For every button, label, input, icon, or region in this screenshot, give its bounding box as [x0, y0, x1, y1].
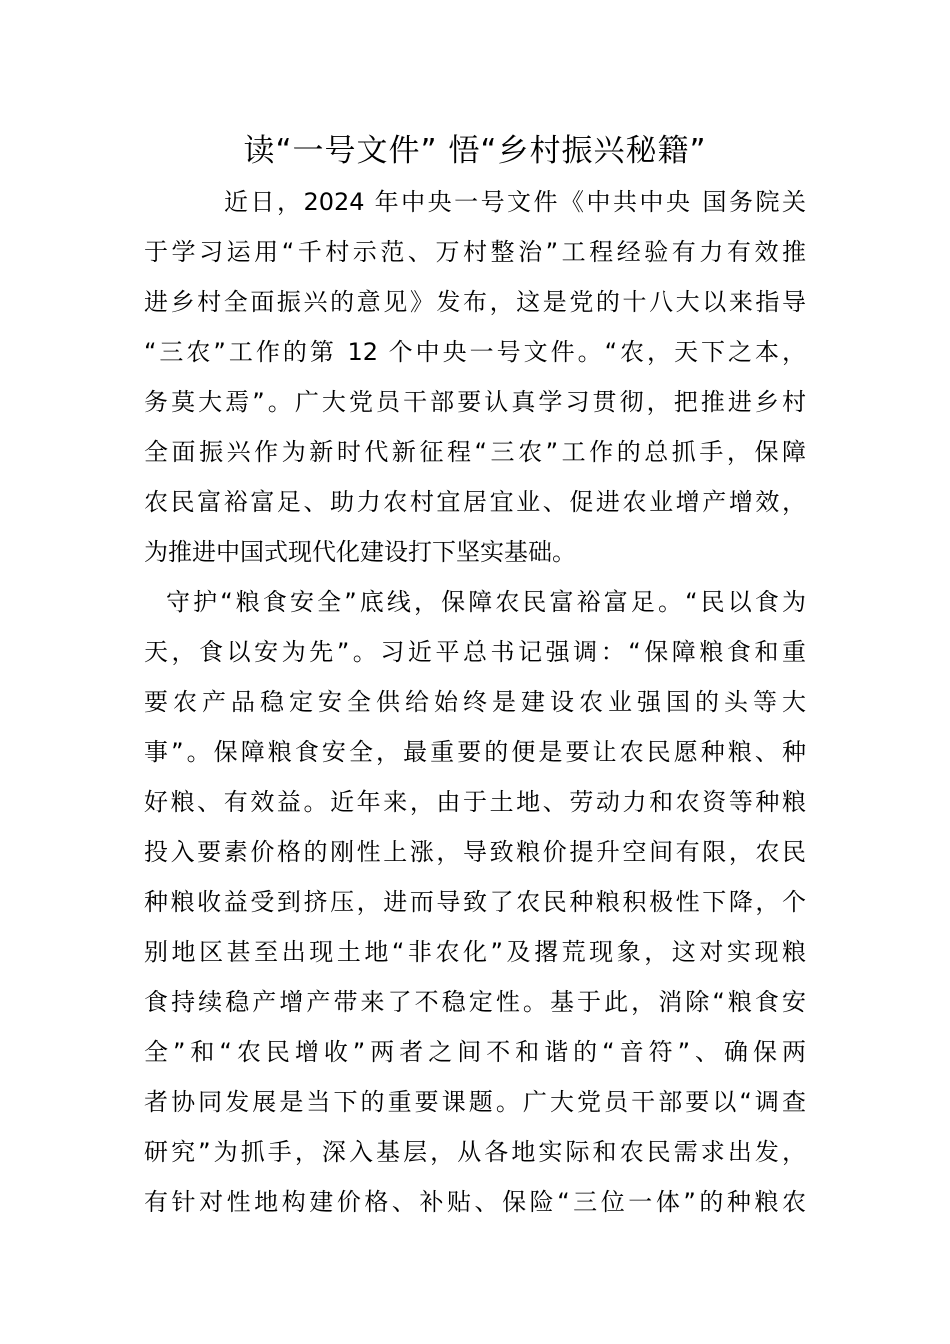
paragraph-2-line: 好粮、有效益。近年来，由于土地、劳动力和农资等种粮 [144, 788, 806, 816]
paragraph-2-line: 食持续稳产增产带来了不稳定性。基于此，消除“粮食安 [144, 988, 806, 1016]
paragraph-1-line: “三农”工作的第 12 个中央一号文件。“农，天下之本， [144, 338, 806, 366]
paragraph-2-line: 者协同发展是当下的重要课题。广大党员干部要以“调查 [144, 1088, 806, 1116]
paragraph-2-line: 种粮收益受到挤压，进而导致了农民种粮积极性下降，个 [144, 888, 806, 916]
paragraph-2-line: 别地区甚至出现土地“非农化”及撂荒现象，这对实现粮 [144, 938, 806, 966]
paragraph-1-line: 进乡村全面振兴的意见》发布，这是党的十八大以来指导 [144, 288, 806, 316]
paragraph-1-line: 务莫大焉”。广大党员干部要认真学习贯彻，把推进乡村 [144, 388, 806, 416]
paragraph-1-line: 近日，2024 年中央一号文件《中共中央 国务院关 [224, 188, 806, 216]
paragraph-2-line: 天，食以安为先”。习近平总书记强调：“保障粮食和重 [144, 638, 806, 666]
paragraph-2-line: 全”和“农民增收”两者之间不和谐的“音符”、确保两 [144, 1038, 806, 1066]
paragraph-1-line: 于学习运用“千村示范、万村整治”工程经验有力有效推 [144, 238, 806, 266]
document-body [144, 177, 806, 1227]
paragraph-1-line: 全面振兴作为新时代新征程“三农”工作的总抓手，保障 [144, 438, 806, 466]
paragraph-1-line: 农民富裕富足、助力农村宜居宜业、促进农业增产增效， [144, 488, 806, 516]
paragraph-2-line: 事”。保障粮食安全，最重要的便是要让农民愿种粮、种 [144, 738, 806, 766]
document-title: 读“一号文件” 悟“乡村振兴秘籍” [243, 133, 707, 169]
paragraph-2-line: 守护“粮食安全”底线，保障农民富裕富足。“民以食为 [166, 588, 806, 616]
paragraph-2-line: 有针对性地构建价格、补贴、保险“三位一体”的种粮农 [144, 1188, 806, 1216]
paragraph-2-line: 研究”为抓手，深入基层，从各地实际和农民需求出发， [144, 1138, 806, 1166]
paragraph-2-line: 投入要素价格的刚性上涨，导致粮价提升空间有限，农民 [144, 838, 806, 866]
paragraph-1-line: 为推进中国式现代化建设打下坚实基础。 [144, 538, 576, 566]
paragraph-2-line: 要农产品稳定安全供给始终是建设农业强国的头等大 [144, 688, 806, 716]
